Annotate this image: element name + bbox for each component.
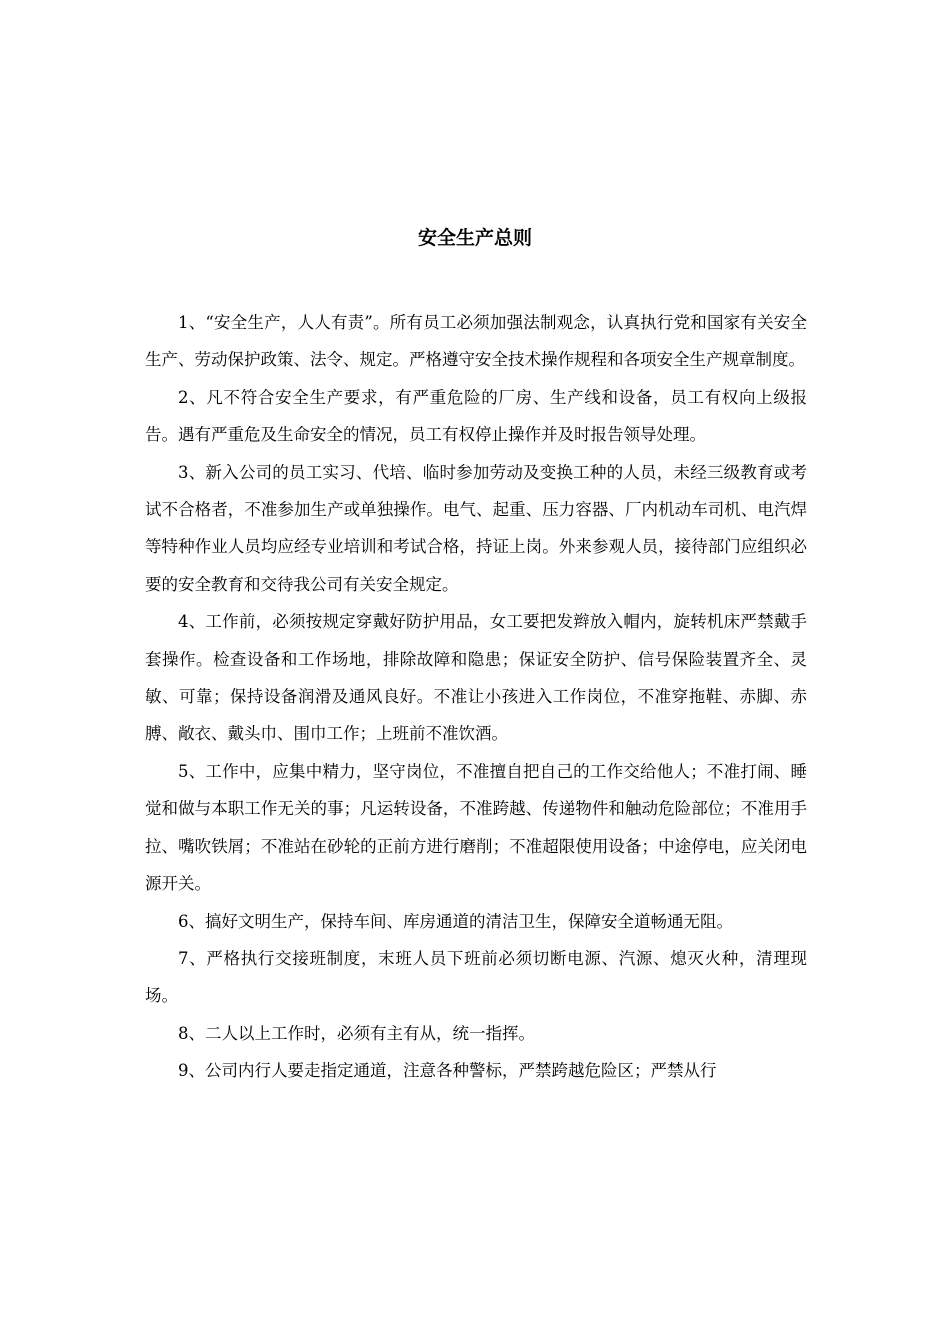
paragraph-8: 8、二人以上工作时，必须有主有从，统一指挥。 <box>178 1023 535 1043</box>
paragraph-2: 2、凡不符合安全生产要求，有严重危险的厂房、生产线和设备，员工有权向上级报告。遇有严重危及生命安全的情况，员工有权停止操作并及时报告领导处理。 <box>145 387 807 445</box>
paragraph-3: 3、新入公司的员工实习、代培、临时参加劳动及变换工种的人员，未经三级教育或考试不合格者，不准参加生产或单独操作。电气、起重、压力容器、厂内机动车司机、电汽焊等特种作业人员均应经专业培训和考试合格，持证上岗。外来参观人员，接待部门应组织必要的安全教育和交待我公司有关安全规定。 <box>145 462 807 594</box>
document-body <box>145 304 807 1090</box>
paragraph-1: 1、“安全生产，人人有责”。所有员工必须加强法制观念，认真执行党和国家有关安全生产、劳动保护政策、法令、规定。严格遵守安全技术操作规程和各项安全生产规章制度。 <box>145 313 807 370</box>
paragraph-5: 5、工作中，应集中精力，坚守岗位，不准擅自把自己的工作交给他人；不准打闹、睡觉和做与本职工作无关的事；凡运转设备，不准跨越、传递物件和触动危险部位；不准用手拉、嘴吹铁屑；不准站在砂轮的正前方进行磨削；不准超限使用设备；中途停电，应关闭电源开关。 <box>145 761 807 894</box>
paragraph-7: 7、严格执行交接班制度，末班人员下班前必须切断电源、汽源、熄灭火种，清理现场。 <box>145 948 807 1006</box>
document-title: 安全生产总则 <box>417 227 532 249</box>
paragraph-4: 4、工作前，必须按规定穿戴好防护用品，女工要把发辫放入帽内，旋转机床严禁戴手套操作。检查设备和工作场地，排除故障和隐患；保证安全防护、信号保险装置齐全、灵敏、可靠；保持设备润滑及通风良好。不准让小孩进入工作岗位，不准穿拖鞋、赤脚、赤膊、敞衣、戴头巾、围巾工作；上班前不准饮酒。 <box>145 612 807 744</box>
paragraph-6: 6、搞好文明生产，保持车间、库房通道的清洁卫生，保障安全道畅通无阻。 <box>178 911 733 931</box>
paragraph-9: 9、公司内行人要走指定通道，注意各种警标，严禁跨越危险区；严禁从行 <box>178 1061 717 1081</box>
